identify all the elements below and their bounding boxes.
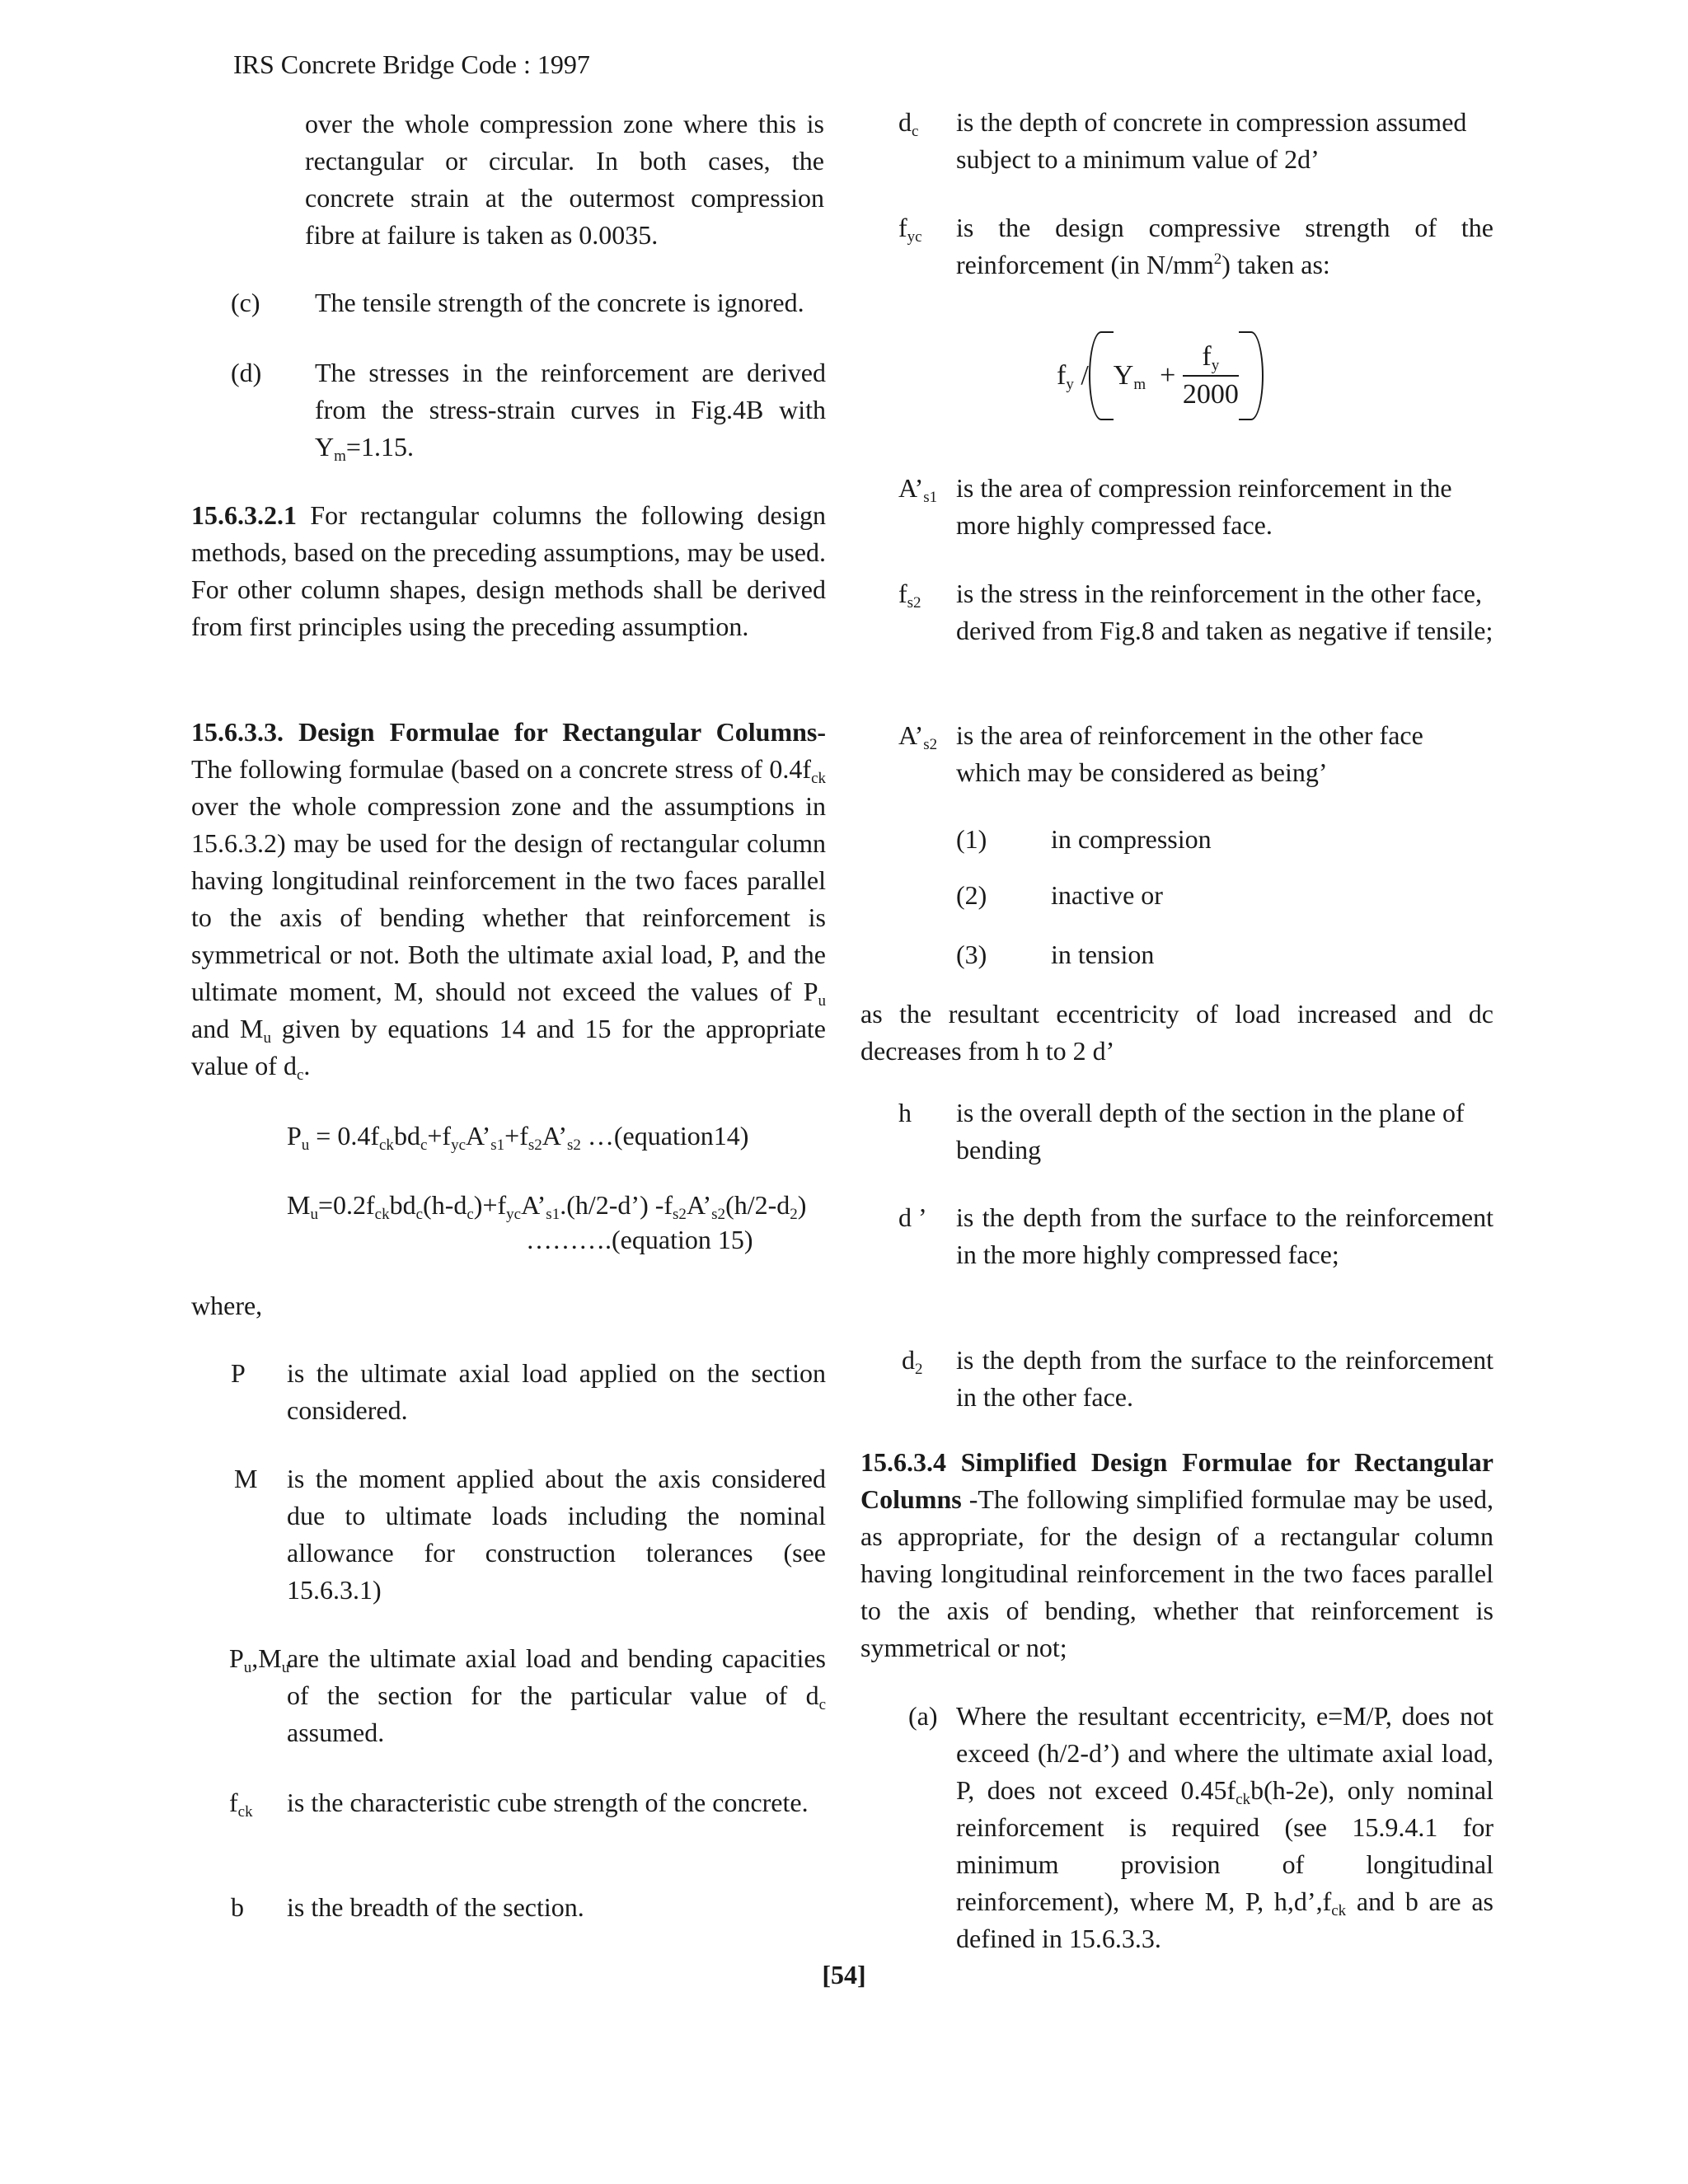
def-symbol-fck: $f_{ck}$ xyxy=(229,1788,253,1821)
list-item: inactive or xyxy=(1051,880,1163,910)
clause-15-6-3-2-1: 15.6.3.2.1 For rectangular columns the following design methods, based on the preceding assumptions, may be used. For other column shapes, design methods shall be derived from first principles using the preceding assumption. xyxy=(191,500,826,641)
def-symbol-d-prime: d ’ xyxy=(898,1202,927,1232)
def-symbol-As1: $A’_{s1}$ xyxy=(898,473,938,506)
def-text-Pu-Mu: are the ultimate axial load and bending capacities of the section for the particular value of $d_c$ assumed. xyxy=(287,1643,826,1747)
def-text-As2: is the area of reinforcement in the other face which may be considered as being’ xyxy=(956,720,1423,787)
continued-paragraph: over the whole compression zone where this is rectangular or circular. In both cases, the concrete strain at the outermost compression fibre at failure is taken as 0.0035. xyxy=(305,109,824,250)
list-number: (2) xyxy=(956,880,987,910)
def-symbol-fyc: $f_{yc}$ xyxy=(898,213,922,246)
running-header: IRS Concrete Bridge Code : 1997 xyxy=(233,49,590,79)
def-symbol-b: b xyxy=(231,1892,244,1922)
clause-heading: 15.6.3.4 Simplified Design Formulae for Rectangular Columns xyxy=(860,1447,1493,1514)
item-d-label: (d) xyxy=(231,358,262,387)
fyc-formula: $f_y$ / $Y_m$ + $\frac{f_y}{2000}$ xyxy=(1057,330,1264,422)
def-text-d2: is the depth from the surface to the reinforcement in the other face. xyxy=(956,1345,1493,1412)
list-number: (1) xyxy=(956,824,987,854)
def-text-fck: is the characteristic cube strength of the concrete. xyxy=(287,1788,809,1817)
list-number: (3) xyxy=(956,940,987,969)
equation-15: $M_u=0.2f_{ck}bd_c(h-d_c)+f_{yc}A’_{s1}.(h/2-d’)$ $-f_{s2}A’_{s2}(h/2-d_2)$ xyxy=(287,1190,807,1223)
clause-heading: 15.6.3.3. Design Formulae for Rectangular Columns- xyxy=(191,717,826,747)
def-text-dc: is the depth of concrete in compression assumed subject to a minimum value of 2d’ xyxy=(956,107,1467,174)
item-d-text: The stresses in the reinforcement are derived from the stress-strain curves in Fig.4B with $Y_m=1.15$. xyxy=(315,358,826,465)
item-c-text: The tensile strength of the concrete is ignored. xyxy=(315,288,804,317)
left-parenthesis xyxy=(1089,331,1114,420)
def-text-P: is the ultimate axial load applied on the section considered. xyxy=(287,1358,826,1425)
def-symbol-As2: $A’_{s2}$ xyxy=(898,720,938,753)
right-parenthesis xyxy=(1239,331,1264,420)
clause-15-6-3-3: 15.6.3.3. Design Formulae for Rectangular Columns- The following formulae (based on a concrete stress of $0.4f_{ck}$ over the whole compression zone and the assumptions in 15.6.3.2) may be used for the design of rectangular column having longitudinal reinforcement in the two faces parallel to the axis of bending whether that reinforcement is symmetrical or not. Both the ultimate axial load, P, and the ultimate moment, M, should not exceed the values of $P_u$ and $M_u$ given by equations 14 and 15 for the appropriate value of $d_c$. xyxy=(191,717,827,1084)
list-item: in compression xyxy=(1051,824,1212,854)
where-label: where, xyxy=(191,1291,263,1320)
clause-number: 15.6.3.2.1 xyxy=(191,500,297,530)
item-a-label: (a) xyxy=(908,1701,938,1731)
def-text-As1: is the area of compression reinforcement in the more highly compressed face. xyxy=(956,473,1452,540)
fraction: $\frac{f_y}{2000}$ xyxy=(1182,341,1239,410)
def-symbol-fs2: $f_{s2}$ xyxy=(898,579,921,612)
def-symbol-h: h xyxy=(898,1098,912,1127)
page-number: [54] xyxy=(822,1960,866,1990)
def-text-fyc: is the design compressive strength of the reinforcement (in $N/mm^2$) taken as: xyxy=(956,213,1493,279)
list-item: in tension xyxy=(1051,940,1155,969)
def-text-fs2: is the stress in the reinforcement in the other face, derived from Fig.8 and taken as negative if tensile; xyxy=(956,579,1493,645)
def-symbol-P: P xyxy=(231,1358,246,1388)
def-symbol-M: M xyxy=(234,1464,258,1493)
clause-15-6-3-4: 15.6.3.4 Simplified Design Formulae for Rectangular Columns -The following simplified formulae may be used, as appropriate, for the design of a rectangular column having longitudinal reinforcement in the two faces parallel to the axis of bending, whether that reinforcement is symmetrical or not; xyxy=(860,1447,1493,1662)
item-c-label: (c) xyxy=(231,288,260,317)
def-symbol-dc: $d_c$ xyxy=(898,107,919,140)
def-symbol-Pu-Mu: $P_u,M_u$ xyxy=(229,1643,290,1676)
equation-14: $P_u$ = $0.4f_{ck}bd_c+f_{yc}A’_{s1}+f_{s2}A’_{s2}$ …(equation14) xyxy=(287,1121,749,1154)
item-a-text: Where the resultant eccentricity, e=M/P, does not exceed (h/2-d’) and where the ultimate axial load, P, does not exceed $0.45f_{ck}b(h-2e)$, only nominal reinforcement is required (see 15.9.4.1 for minimum provision of longitudinal reinforcement), where M, P, $h,d’,f_{ck}$ and b are as defined in 15.6.3.3. xyxy=(956,1701,1493,1953)
def-text-b: is the breadth of the section. xyxy=(287,1892,584,1922)
def-text-d-prime: is the depth from the surface to the reinforcement in the more highly compressed face; xyxy=(956,1202,1493,1269)
def-symbol-d2: $d_2$ xyxy=(902,1345,923,1378)
resultant-paragraph: as the resultant eccentricity of load increased and dc decreases from h to 2 d’ xyxy=(860,999,1493,1066)
def-text-h: is the overall depth of the section in the plane of bending xyxy=(956,1098,1465,1165)
equation-15-tag: ……….(equation 15) xyxy=(526,1225,753,1254)
def-text-M: is the moment applied about the axis considered due to ultimate loads including the nominal allowance for construction tolerances (see 15.6.3.1) xyxy=(287,1464,826,1605)
